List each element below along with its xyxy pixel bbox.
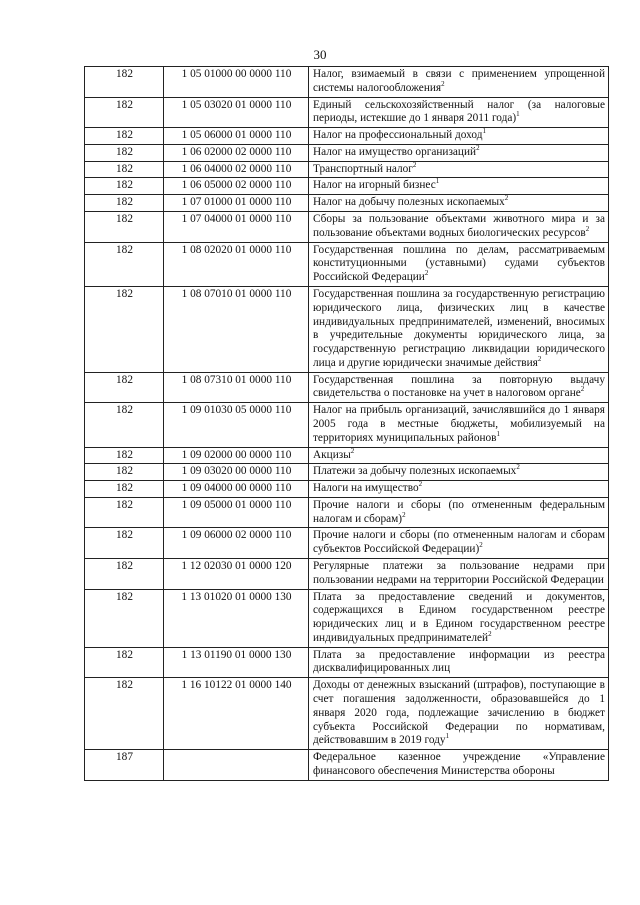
revenue-code-cell: 1 07 01000 01 0000 110 — [164, 195, 309, 212]
revenue-code-cell: 1 07 04000 01 0000 110 — [164, 212, 309, 243]
revenue-code-cell: 1 09 05000 01 0000 110 — [164, 497, 309, 528]
revenue-name-text: Налог на добычу полезных ископаемых — [313, 196, 505, 209]
revenue-name-text: Налог, взимаемый в связи с применением упрощенной системы налогообложения — [313, 68, 605, 94]
revenue-code-cell: 1 09 03020 00 0000 110 — [164, 464, 309, 481]
revenue-name-cell — [309, 212, 609, 243]
footnote-mark: 1 — [516, 110, 520, 119]
revenue-name-text: Налог на прибыль организаций, зачислявшийся до 1 января 2005 года в местные бюджеты, мобилизуемый на территориях муниципальных районов — [313, 404, 605, 444]
footnote-mark: 2 — [424, 269, 429, 278]
revenue-code-cell: 1 08 07010 01 0000 110 — [164, 286, 309, 372]
revenue-name-cell — [309, 647, 609, 678]
table-row — [85, 161, 609, 178]
revenue-code-cell: 1 09 04000 00 0000 110 — [164, 481, 309, 498]
table-row — [85, 403, 609, 447]
revenue-name-cell — [309, 481, 609, 498]
footnote-mark: 2 — [537, 355, 542, 364]
revenue-name-text: Государственная пошлина за повторную выдачу свидетельства о постановке на учет в налоговом органе — [313, 373, 605, 400]
admin-code-cell: 182 — [85, 212, 164, 243]
revenue-code-cell: 1 08 07310 01 0000 110 — [164, 372, 309, 403]
revenue-name-cell — [309, 286, 609, 372]
revenue-name-cell — [309, 67, 609, 98]
revenue-name-text: Налог на имущество организаций — [313, 145, 477, 158]
admin-code-cell: 182 — [85, 67, 164, 98]
table-row — [85, 144, 609, 161]
footnote-mark: 1 — [482, 127, 486, 136]
table-row — [85, 242, 609, 286]
revenue-name-text: Транспортный налог — [313, 162, 413, 175]
table-row — [85, 447, 609, 464]
admin-code-cell: 182 — [85, 678, 164, 750]
revenue-name-text: Федеральное казенное учреждение «Управление финансового обеспечения Министерства обороны — [313, 751, 605, 777]
revenue-code-cell — [164, 750, 309, 781]
footnote-mark: 2 — [350, 446, 355, 455]
table-row — [85, 195, 609, 212]
revenue-code-cell: 1 12 02030 01 0000 120 — [164, 559, 309, 590]
table-row — [85, 559, 609, 590]
revenue-codes-table — [84, 66, 609, 781]
revenue-code-cell: 1 06 05000 02 0000 110 — [164, 178, 309, 195]
revenue-code-cell: 1 05 01000 00 0000 110 — [164, 67, 309, 98]
revenue-name-text: Налог на профессиональный доход — [313, 129, 483, 142]
revenue-name-cell — [309, 97, 609, 128]
revenue-code-cell: 1 16 10122 01 0000 140 — [164, 678, 309, 750]
revenue-code-cell: 1 08 02020 01 0000 110 — [164, 242, 309, 286]
table-row — [85, 647, 609, 678]
footnote-mark: 2 — [585, 225, 590, 234]
footnote-mark: 1 — [496, 429, 501, 438]
footnote-mark: 2 — [412, 160, 417, 169]
admin-code-cell: 182 — [85, 464, 164, 481]
revenue-name-cell — [309, 195, 609, 212]
table-row — [85, 286, 609, 372]
revenue-code-cell: 1 05 03020 01 0000 110 — [164, 97, 309, 128]
revenue-name-cell — [309, 403, 609, 447]
table-row — [85, 589, 609, 647]
revenue-code-cell: 1 06 04000 02 0000 110 — [164, 161, 309, 178]
revenue-code-cell: 1 06 02000 02 0000 110 — [164, 144, 309, 161]
table-body — [85, 67, 609, 781]
table-row — [85, 750, 609, 781]
revenue-name-text: Доходы от денежных взысканий (штрафов), поступающие в счет погашения задолженности, образовавшейся до 1 января 2020 года, подлежащие зачислению в бюджет субъекта Российской Федерации по нормативам, действовавшим в 2019 году — [313, 679, 605, 747]
admin-code-cell: 182 — [85, 242, 164, 286]
revenue-name-cell — [309, 161, 609, 178]
footnote-mark: 2 — [580, 385, 585, 394]
table-row — [85, 178, 609, 195]
footnote-mark: 1 — [435, 177, 440, 186]
revenue-name-text: Налог на игорный бизнес — [313, 179, 436, 192]
admin-code-cell: 182 — [85, 178, 164, 195]
footnote-mark: 2 — [504, 194, 509, 203]
table-row — [85, 212, 609, 243]
revenue-name-cell — [309, 678, 609, 750]
revenue-name-text: Государственная пошлина за государственную регистрацию юридического лица, физических лиц в качестве индивидуальных предпринимателей, изменений, вносимых в учредительные документы юридического лица, за государственную регистрацию ликвидации юридического лица и другие юридически значимые действия — [313, 287, 605, 369]
admin-code-cell: 182 — [85, 589, 164, 647]
revenue-name-text: Плата за предоставление информации из реестра дисквалифицированных лиц — [313, 648, 605, 675]
revenue-name-cell — [309, 144, 609, 161]
admin-code-cell: 182 — [85, 403, 164, 447]
table-row — [85, 528, 609, 559]
footnote-mark: 2 — [418, 480, 423, 489]
revenue-name-text: Единый сельскохозяйственный налог (за налоговые периоды, истекшие до 1 января 2011 года) — [313, 98, 605, 125]
revenue-name-text: Плата за предоставление сведений и документов, содержащихся в Едином государственном реестре юридических лиц и в Едином государственном реестре индивидуальных предпринимателей — [313, 590, 605, 644]
admin-code-cell: 182 — [85, 97, 164, 128]
table-row — [85, 128, 609, 145]
admin-code-cell: 182 — [85, 481, 164, 498]
revenue-code-cell: 1 09 01030 05 0000 110 — [164, 403, 309, 447]
revenue-name-cell — [309, 464, 609, 481]
footnote-mark: 2 — [441, 80, 445, 89]
revenue-name-cell — [309, 559, 609, 590]
revenue-name-text: Прочие налоги и сборы (по отмененным федеральным налогам и сборам) — [313, 498, 605, 525]
revenue-name-cell — [309, 447, 609, 464]
footnote-mark: 2 — [476, 144, 480, 153]
revenue-code-cell: 1 09 06000 02 0000 110 — [164, 528, 309, 559]
revenue-name-cell — [309, 589, 609, 647]
revenue-name-text: Сборы за пользование объектами животного мира и за пользование объектами водных биологических ресурсов — [313, 213, 605, 239]
footnote-mark: 2 — [479, 541, 483, 550]
footnote-mark: 2 — [516, 463, 520, 472]
revenue-code-cell: 1 13 01190 01 0000 130 — [164, 647, 309, 678]
revenue-name-cell — [309, 497, 609, 528]
revenue-name-text: Прочие налоги и сборы (по отмененным налогам и сборам субъектов Российской Федерации) — [313, 529, 605, 556]
revenue-name-text: Платежи за добычу полезных ископаемых — [313, 465, 517, 478]
admin-code-cell: 182 — [85, 559, 164, 590]
table-row — [85, 497, 609, 528]
revenue-name-cell — [309, 528, 609, 559]
admin-code-cell: 182 — [85, 497, 164, 528]
revenue-name-text: Налоги на имущество — [313, 482, 419, 495]
revenue-name-cell — [309, 750, 609, 781]
table-row — [85, 464, 609, 481]
admin-code-cell: 182 — [85, 128, 164, 145]
revenue-name-cell — [309, 178, 609, 195]
revenue-code-cell: 1 09 02000 00 0000 110 — [164, 447, 309, 464]
admin-code-cell: 182 — [85, 647, 164, 678]
admin-code-cell: 187 — [85, 750, 164, 781]
revenue-code-cell: 1 05 06000 01 0000 110 — [164, 128, 309, 145]
revenue-name-text: Государственная пошлина по делам, рассматриваемым конституционными (уставными) судами субъектов Российской Федерации — [313, 243, 605, 284]
table-row — [85, 481, 609, 498]
admin-code-cell: 182 — [85, 195, 164, 212]
table-row — [85, 97, 609, 128]
admin-code-cell: 182 — [85, 372, 164, 403]
footnote-mark: 2 — [488, 630, 492, 639]
revenue-name-cell — [309, 128, 609, 145]
revenue-name-cell — [309, 372, 609, 403]
table-row — [85, 67, 609, 98]
table-row — [85, 372, 609, 403]
footnote-mark: 2 — [402, 510, 406, 519]
admin-code-cell: 182 — [85, 447, 164, 464]
admin-code-cell: 182 — [85, 286, 164, 372]
revenue-code-cell: 1 13 01020 01 0000 130 — [164, 589, 309, 647]
revenue-name-text: Регулярные платежи за пользование недрами при пользовании недрами на территории Российской Федерации — [313, 560, 605, 586]
page-number: 30 — [313, 47, 327, 62]
table-row — [85, 678, 609, 750]
revenue-name-text: Акцизы — [313, 448, 351, 461]
admin-code-cell: 182 — [85, 528, 164, 559]
admin-code-cell: 182 — [85, 161, 164, 178]
footnote-mark: 1 — [445, 732, 450, 741]
admin-code-cell: 182 — [85, 144, 164, 161]
revenue-name-cell — [309, 242, 609, 286]
